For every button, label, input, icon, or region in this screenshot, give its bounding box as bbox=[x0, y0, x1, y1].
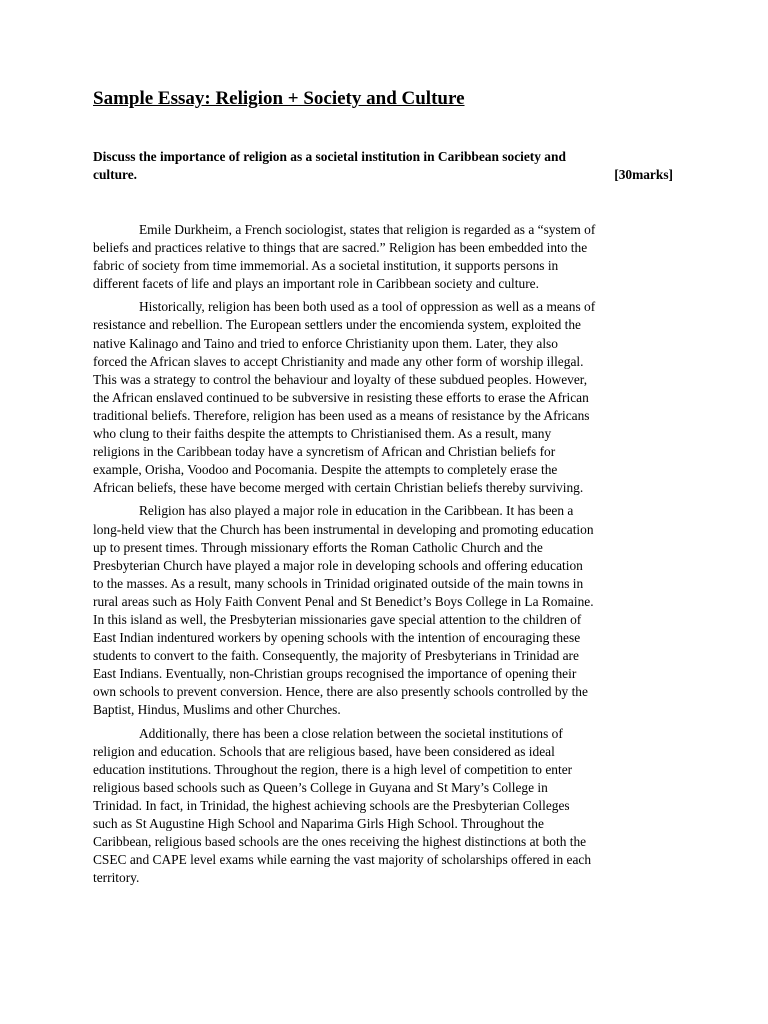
paragraph-line: rural areas such as Holy Faith Convent Penal and St Benedict’s Boys College in La Romaine. bbox=[93, 593, 594, 609]
paragraph-line: African beliefs, these have become merged with certain Christian beliefs thereby surviving. bbox=[93, 480, 584, 496]
question-line-1: Discuss the importance of religion as a societal institution in Caribbean society and bbox=[93, 149, 566, 164]
paragraph-line: resistance and rebellion. The European settlers under the encomienda system, exploited the bbox=[93, 317, 581, 333]
essay-question bbox=[93, 148, 673, 184]
paragraph-line: Presbyterian Church have played a major role in developing schools and offering education bbox=[93, 557, 583, 573]
paragraph-line: fabric of society from time immemorial. As a societal institution, it supports persons in bbox=[93, 258, 559, 274]
paragraph-line: This was a strategy to control the behaviour and loyalty of these subdued peoples. However, bbox=[93, 371, 588, 387]
question-line-2 bbox=[93, 166, 673, 184]
paragraph-line: example, Orisha, Voodoo and Pocomania. Despite the attempts to completely erase the bbox=[93, 462, 558, 478]
paragraph-line: territory. bbox=[93, 870, 140, 886]
paragraph-line: students to convert to the faith. Consequently, the majority of Presbyterians in Trinidad are bbox=[93, 648, 579, 664]
paragraph-line: Caribbean, religious based schools are the ones receiving the highest distinctions at both the bbox=[93, 834, 587, 850]
paragraph-line: Baptist, Hindus, Muslims and other Churches. bbox=[93, 702, 341, 718]
paragraph-line: traditional beliefs. Therefore, religion has been used as a means of resistance by the Africans bbox=[93, 407, 590, 423]
paragraph-line: religion and education. Schools that are religious based, have been considered as ideal bbox=[93, 743, 555, 759]
paragraph-line: religious based schools such as Queen’s College in Guyana and St Mary’s College in bbox=[93, 779, 548, 795]
paragraph-line: different facets of life and plays an important role in Caribbean society and culture. bbox=[93, 276, 539, 292]
paragraph-1 bbox=[93, 221, 673, 293]
paragraph-line: East Indian indentured workers by opening schools with the intention of encouraging these bbox=[93, 630, 581, 646]
paragraph-2 bbox=[93, 298, 673, 497]
paragraph-3 bbox=[93, 502, 673, 719]
paragraph-line: such as St Augustine High School and Naparima Girls High School. Throughout the bbox=[93, 816, 544, 831]
marks-label: [30marks] bbox=[614, 167, 673, 182]
paragraph-line: forced the African slaves to accept Christianity and made any other form of worship illegal. bbox=[93, 353, 584, 369]
paragraph-line: Historically, religion has been both used as a tool of oppression as well as a means of bbox=[139, 299, 596, 315]
essay-body bbox=[93, 221, 673, 892]
paragraph-line: religions in the Caribbean today have a syncretism of African and Christian beliefs for bbox=[93, 444, 556, 460]
paragraph-line: CSEC and CAPE level exams while earning the vast majority of scholarships offered in each bbox=[93, 852, 592, 868]
paragraph-line: the African enslaved continued to be subversive in resisting these efforts to erase the African bbox=[93, 389, 589, 405]
question-line-2-text: culture. bbox=[93, 167, 138, 182]
paragraph-4 bbox=[93, 725, 673, 888]
paragraph-line: to the masses. As a result, many schools in Trinidad originated outside of the main towns in bbox=[93, 575, 584, 591]
paragraph-line: Emile Durkheim, a French sociologist, states that religion is regarded as a “system of bbox=[139, 222, 596, 237]
paragraph-line: Additionally, there has been a close relation between the societal institutions of bbox=[139, 725, 563, 741]
paragraph-line: Religion has also played a major role in education in the Caribbean. It has been a bbox=[139, 503, 574, 519]
page-title: Sample Essay: Religion + Society and Culture bbox=[93, 88, 465, 109]
paragraph-line: long-held view that the Church has been instrumental in developing and promoting education bbox=[93, 521, 594, 537]
paragraph-line: In this island as well, the Presbyterian missionaries gave special attention to the children of bbox=[93, 611, 582, 627]
paragraph-line: own schools to prevent conversion. Hence, there are also presently schools controlled by the bbox=[93, 684, 588, 700]
paragraph-line: up to present times. Through missionary efforts the Roman Catholic Church and the bbox=[93, 539, 543, 555]
paragraph-line: who clung to their faiths despite the attempts to Christianised them. As a result, many bbox=[93, 426, 552, 442]
paragraph-line: beliefs and practices relative to things that are sacred.” Religion has been embedded into the bbox=[93, 240, 588, 256]
paragraph-line: native Kalinago and Taino and tried to enforce Christianity upon them. Later, they also bbox=[93, 335, 558, 351]
paragraph-line: Trinidad. In fact, in Trinidad, the highest achieving schools are the Presbyterian Colleges bbox=[93, 797, 570, 813]
paragraph-line: education institutions. Throughout the region, there is a high level of competition to enter bbox=[93, 761, 573, 777]
paragraph-line: East Indians. Eventually, non-Christian groups recognised the importance of opening their bbox=[93, 666, 577, 682]
